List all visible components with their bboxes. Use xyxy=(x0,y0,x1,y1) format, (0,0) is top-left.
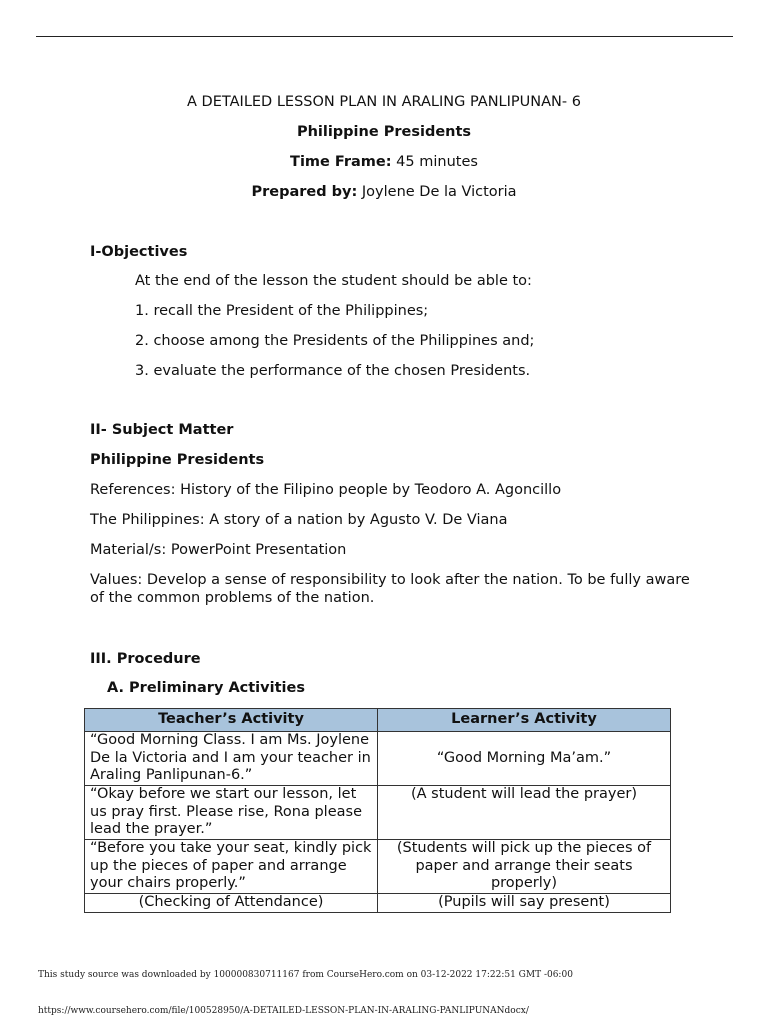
prepared-by-label: Prepared by: xyxy=(251,184,358,200)
activity-table xyxy=(84,708,671,913)
table-header-row xyxy=(85,709,671,732)
subject-matter-topic: Philippine Presidents xyxy=(90,452,265,468)
values-paragraph: Values: Develop a sense of responsibility to look after the nation. To be fully aware of the common problems of the nation. xyxy=(90,572,690,606)
column-header-teacher: Teacher’s Activity xyxy=(85,709,378,732)
preliminary-activities-heading: A. Preliminary Activities xyxy=(107,680,305,696)
prepared-by-value: Joylene De la Victoria xyxy=(357,184,517,200)
reference-line: References: History of the Filipino people by Teodoro A. Agoncillo xyxy=(90,482,562,498)
download-note: This study source was downloaded by 100000830711167 from CourseHero.com on 03-12-2022 17:22:51 GMT -06:00 xyxy=(38,970,573,980)
objective-item: 2. choose among the Presidents of the Philippines and; xyxy=(135,333,535,349)
subject-matter-heading: II- Subject Matter xyxy=(90,422,234,438)
document-title: A DETAILED LESSON PLAN IN ARALING PANLIPUNAN- 6 xyxy=(187,94,581,110)
table-row xyxy=(85,786,671,840)
reference-line: The Philippines: A story of a nation by Agusto V. De Viana xyxy=(90,512,508,528)
table-row xyxy=(85,732,671,786)
subject-title: Philippine Presidents xyxy=(296,124,472,140)
learner-cell: (A student will lead the prayer) xyxy=(378,786,671,840)
prepared-by xyxy=(0,183,768,201)
table-row xyxy=(85,894,671,913)
learner-cell: (Pupils will say present) xyxy=(378,894,671,913)
teacher-cell: “Before you take your seat, kindly pick up the pieces of paper and arrange your chairs properly.” xyxy=(85,840,378,894)
materials-line: Material/s: PowerPoint Presentation xyxy=(90,542,347,558)
objectives-intro: At the end of the lesson the student should be able to: xyxy=(135,273,532,289)
column-header-learner: Learner’s Activity xyxy=(378,709,671,732)
objective-item: 3. evaluate the performance of the chosen Presidents. xyxy=(135,363,531,379)
learner-cell: (Students will pick up the pieces of paper and arrange their seats properly) xyxy=(378,840,671,894)
learner-cell: “Good Morning Ma’am.” xyxy=(378,732,671,786)
procedure-heading: III. Procedure xyxy=(90,651,201,667)
teacher-cell: “Okay before we start our lesson, let us pray first. Please rise, Rona please lead the prayer.” xyxy=(85,786,378,840)
teacher-cell: (Checking of Attendance) xyxy=(85,894,378,913)
table-row xyxy=(85,840,671,894)
time-frame-label: Time Frame: xyxy=(290,154,392,170)
time-frame-value: 45 minutes xyxy=(391,154,478,170)
time-frame xyxy=(0,153,768,171)
top-rule xyxy=(36,36,733,37)
source-url[interactable]: https://www.coursehero.com/file/100528950/A-DETAILED-LESSON-PLAN-IN-ARALING-PANLIPUNANdocx/ xyxy=(38,1006,529,1016)
objectives-heading: I-Objectives xyxy=(90,244,188,260)
teacher-cell: “Good Morning Class. I am Ms. Joylene De la Victoria and I am your teacher in Araling Panlipunan-6.” xyxy=(85,732,378,786)
objective-item: 1. recall the President of the Philippines; xyxy=(135,303,429,319)
